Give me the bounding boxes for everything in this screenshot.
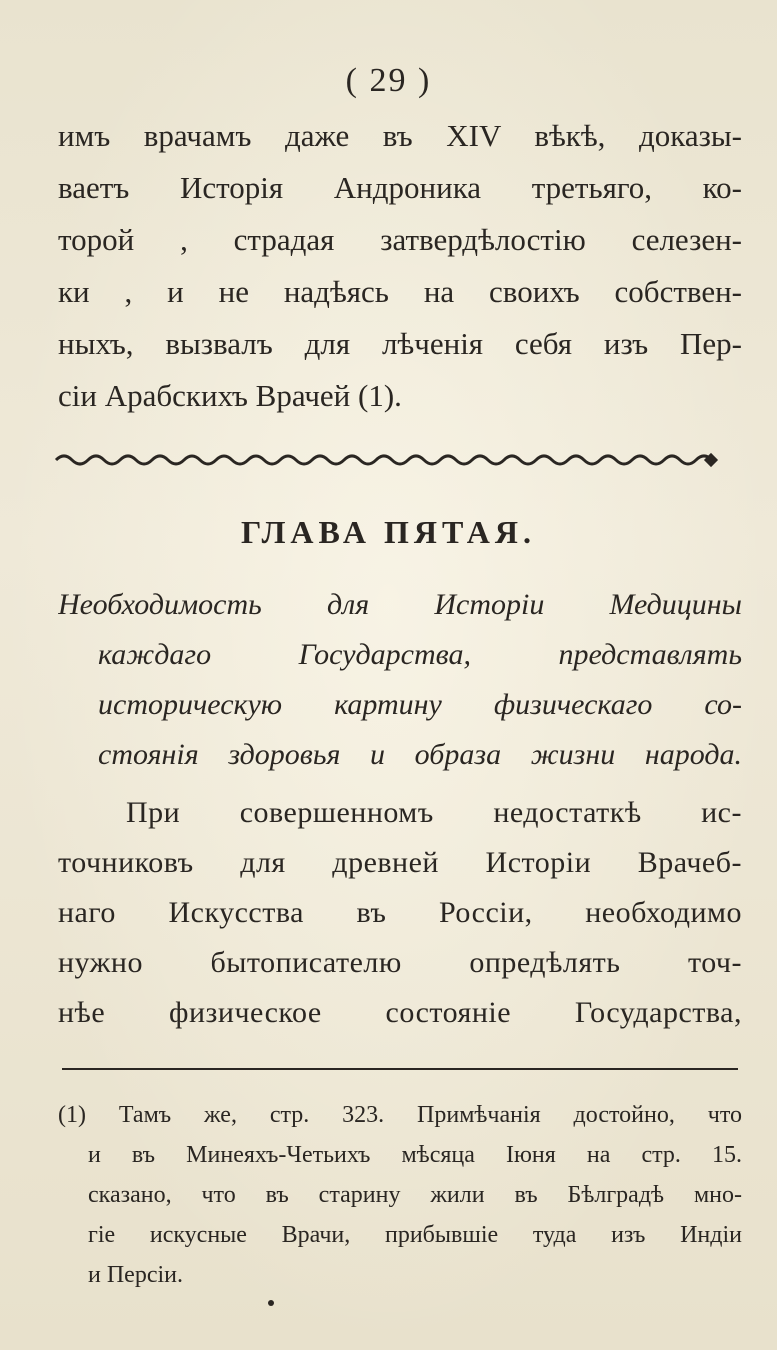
summary-line: стоянія здоровья и образа жизни народа. xyxy=(98,738,742,771)
text-line: нѣе физическое состояніе Государства, xyxy=(58,996,742,1029)
decorative-rule xyxy=(54,446,724,470)
text-line: наго Искусства въ Россіи, необходимо xyxy=(58,896,742,929)
text-line: торой , страдая затвердѣлостію селезен- xyxy=(58,222,742,257)
text-line: сіи Арабскихъ Врачей (1). xyxy=(58,378,402,413)
footnote-line: гіе искусные Врачи, прибывшіе туда изъ Индіи xyxy=(88,1222,742,1248)
summary-line: историческую картину физическаго со- xyxy=(98,688,742,721)
ink-dot xyxy=(268,1300,274,1306)
summary-line: Необходимость для Исторіи Медицины xyxy=(58,588,742,621)
footnote-line: сказано, что въ старину жили въ Бѣлградѣ мно- xyxy=(88,1182,742,1208)
chapter-title: ГЛАВА ПЯТАЯ. xyxy=(241,514,536,550)
footnote-line: (1) Тамъ же, стр. 323. Примѣчанія достойно, что xyxy=(58,1102,742,1128)
summary-line: каждаго Государства, представлять xyxy=(98,638,742,671)
text-line: При совершенномъ недостаткѣ ис- xyxy=(126,796,742,829)
text-line: ныхъ, вызвалъ для лѣченія себя изъ Пер- xyxy=(58,326,742,361)
text-line: ваетъ Исторія Андроника третьяго, ко- xyxy=(58,170,742,205)
text-line: точниковъ для древней Исторіи Врачеб- xyxy=(58,846,742,879)
text-line: ки , и не надѣясь на своихъ собствен- xyxy=(58,274,742,309)
text-line: нужно бытописателю опредѣлять точ- xyxy=(58,946,742,979)
footnote-line: и Персіи. xyxy=(88,1262,183,1288)
footnote-divider xyxy=(62,1068,738,1070)
page-number: ( 29 ) xyxy=(345,62,432,99)
footnote-line: и въ Минеяхъ-Четьихъ мѣсяца Іюня на стр. 15. xyxy=(88,1142,742,1168)
text-line: имъ врачамъ даже въ XIV вѣкѣ, доказы- xyxy=(58,118,742,153)
